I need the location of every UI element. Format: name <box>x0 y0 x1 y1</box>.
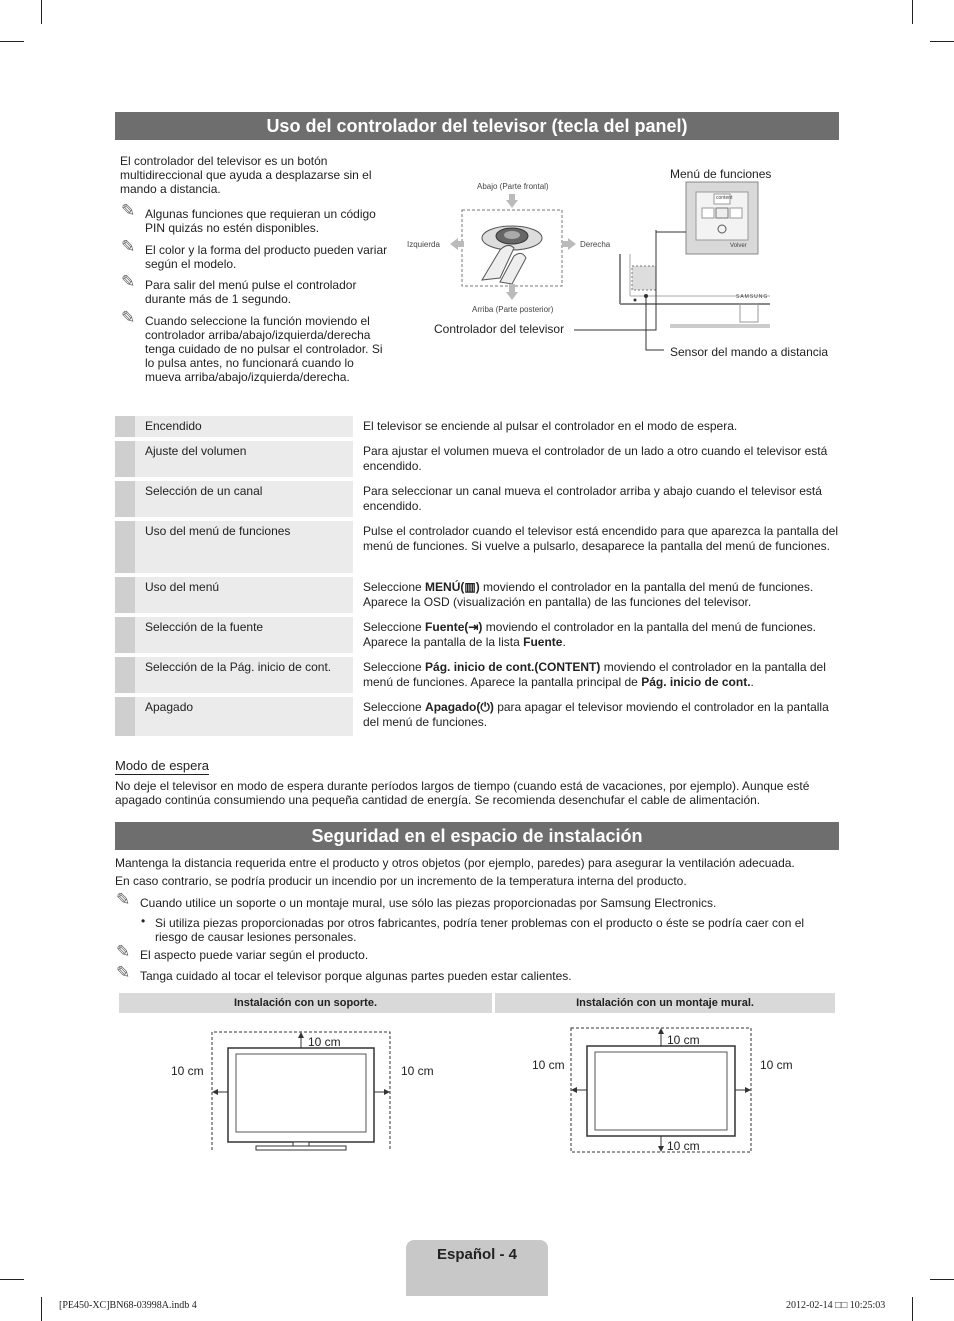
function-desc: Seleccione Pág. inicio de cont.(CONTENT) moviendo el controlador en la pantalla del menú de funciones. Aparece la pantalla principal de Pág. inicio de cont.. <box>363 660 826 689</box>
wall-diagram <box>560 1026 760 1156</box>
label-up: Abajo (Parte frontal) <box>477 182 549 191</box>
wall-right-distance: 10 cm <box>760 1058 793 1072</box>
pencil-icon: ✎ <box>121 237 136 256</box>
crop-mark <box>0 41 24 42</box>
bullet-dot: • <box>141 914 146 928</box>
note-1: ✎ Algunas funciones que requieran un código PIN quizás no estén disponibles. <box>121 201 376 235</box>
pencil-icon: ✎ <box>116 890 131 909</box>
standby-text: No deje el televisor en modo de espera durante períodos largos de tiempo (cuando está de vacaciones, por ejemplo). Aunque esté apagado continúa consumiendo una pequeña cantidad de energía. Se recomienda desenchufar el cable de alimentación. <box>115 779 810 807</box>
safety-note-3: ✎ Tanga cuidado al tocar el televisor porque algunas partes pueden estar calientes. <box>116 963 572 983</box>
table-row <box>115 657 839 693</box>
wall-top-distance: 10 cm <box>667 1033 700 1047</box>
crop-mark <box>41 0 42 24</box>
controller-diagram <box>400 170 840 370</box>
safety-para-2: En caso contrario, se podría producir un incendio por un incremento de la temperatura interna del producto. <box>115 874 687 888</box>
sensor-label: Sensor del mando a distancia <box>670 345 829 359</box>
function-desc: El televisor se enciende al pulsar el controlador en el modo de espera. <box>363 419 738 433</box>
crop-mark <box>912 1297 913 1321</box>
pencil-icon: ✎ <box>121 308 136 327</box>
pencil-icon: ✎ <box>116 963 131 982</box>
row-marker <box>115 697 135 736</box>
stand-left-distance: 10 cm <box>171 1064 204 1078</box>
menu-content-label: content <box>716 195 733 201</box>
function-desc: Seleccione Fuente(⇥) moviendo el controlador en la pantalla del menú de funciones. Aparece la pantalla de la lista Fuente. <box>363 620 816 649</box>
table-row <box>115 521 839 573</box>
function-name: Selección de un canal <box>135 481 353 517</box>
stand-right-distance: 10 cm <box>401 1064 434 1078</box>
crop-mark <box>930 41 954 42</box>
standby-title: Modo de espera <box>115 758 209 773</box>
function-name: Uso del menú <box>135 577 353 613</box>
function-name: Selección de la fuente <box>135 617 353 653</box>
table-row <box>115 617 839 653</box>
function-name: Apagado <box>135 697 353 736</box>
controller-label: Controlador del televisor <box>434 322 565 336</box>
function-table <box>115 416 839 740</box>
function-name: Encendido <box>135 416 353 437</box>
section-title-safety: Seguridad en el espacio de instalación <box>115 822 839 850</box>
function-desc: Seleccione Apagado(⏻) para apagar el televisor moviendo el controlador en la pantalla del menú de funciones. <box>363 700 829 729</box>
note-2: ✎ El color y la forma del producto pueden variar según el modelo. <box>121 237 388 271</box>
table-row <box>115 577 839 613</box>
row-marker <box>115 617 135 653</box>
safety-para-1: Mantenga la distancia requerida entre el producto y otros objetos (por ejemplo, paredes) para asegurar la ventilación adecuada. <box>115 856 795 870</box>
print-date-info: 2012-02-14 □□ 10:25:03 <box>786 1300 886 1311</box>
safety-note-2: ✎ El aspecto puede variar según el producto. <box>116 942 369 962</box>
table-row <box>115 697 839 736</box>
page-number-tab: Español - 4 <box>406 1240 548 1296</box>
crop-mark <box>930 1279 954 1280</box>
stand-top-distance: 10 cm <box>308 1035 341 1049</box>
row-marker <box>115 481 135 517</box>
function-name: Ajuste del volumen <box>135 441 353 477</box>
table-row <box>115 416 839 437</box>
wall-header: Instalación con un montaje mural. <box>495 993 835 1013</box>
label-right: Derecha <box>580 240 611 249</box>
row-marker <box>115 441 135 477</box>
brand-logo: SAMSUNG <box>736 294 769 300</box>
wall-left-distance: 10 cm <box>532 1058 565 1072</box>
menu-label: Menú de funciones <box>670 167 772 181</box>
note-4: ✎ Cuando seleccione la función moviendo el controlador arriba/abajo/izquierda/derecha tenga cuidado de no pulsar el controlador. Si lo pulsa antes, no funcionará cuando lo mueva arriba/abajo/izquierda/derecha. <box>121 308 383 384</box>
note-3: ✎ Para salir del menú pulse el controlador durante más de 1 segundo. <box>121 272 357 306</box>
print-file-info: [PE450-XC]BN68-03998A.indb 4 <box>59 1300 197 1311</box>
table-row <box>115 481 839 517</box>
safety-note-1: ✎ Cuando utilice un soporte o un montaje mural, use sólo las piezas proporcionadas por Samsung Electronics. <box>116 890 717 910</box>
pencil-icon: ✎ <box>121 201 136 220</box>
intro-text: El controlador del televisor es un botón multidireccional que ayuda a desplazarse sin el mando a distancia. <box>120 154 372 196</box>
row-marker <box>115 657 135 693</box>
row-marker <box>115 577 135 613</box>
label-left: Izquierda <box>407 240 440 249</box>
section-title-controller: Uso del controlador del televisor (tecla del panel) <box>115 112 839 140</box>
label-down: Arriba (Parte posterior) <box>472 305 554 314</box>
function-desc: Para seleccionar un canal mueva el controlador arriba y abajo cuando el televisor está encendido. <box>363 484 822 513</box>
function-desc: Para ajustar el volumen mueva el controlador de un lado a otro cuando el televisor está encendido. <box>363 444 828 473</box>
pencil-icon: ✎ <box>116 942 131 961</box>
row-marker <box>115 521 135 573</box>
table-row <box>115 441 839 477</box>
menu-return-label: Volver <box>730 243 747 249</box>
pencil-icon: ✎ <box>121 272 136 291</box>
row-marker <box>115 416 135 437</box>
safety-bullet-1: Si utiliza piezas proporcionadas por otros fabricantes, podría tener problemas con el producto o éste se podría caer con el riesgo de causar lesiones personales. <box>155 916 805 944</box>
crop-mark <box>912 0 913 24</box>
crop-mark <box>0 1279 24 1280</box>
wall-bottom-distance: 10 cm <box>667 1139 700 1153</box>
function-desc: Pulse el controlador cuando el televisor está encendido para que aparezca la pantalla del menú de funciones. Si vuelve a pulsarlo, desaparece la pantalla del menú de funciones. <box>363 524 838 553</box>
crop-mark <box>41 1297 42 1321</box>
function-name: Selección de la Pág. inicio de cont. <box>135 657 353 693</box>
function-name: Uso del menú de funciones <box>135 521 353 573</box>
function-desc: Seleccione MENÚ(▥) moviendo el controlador en la pantalla del menú de funciones. Aparece la OSD (visualización en pantalla) de las funciones del televisor. <box>363 580 814 609</box>
stand-header: Instalación con un soporte. <box>119 993 492 1013</box>
